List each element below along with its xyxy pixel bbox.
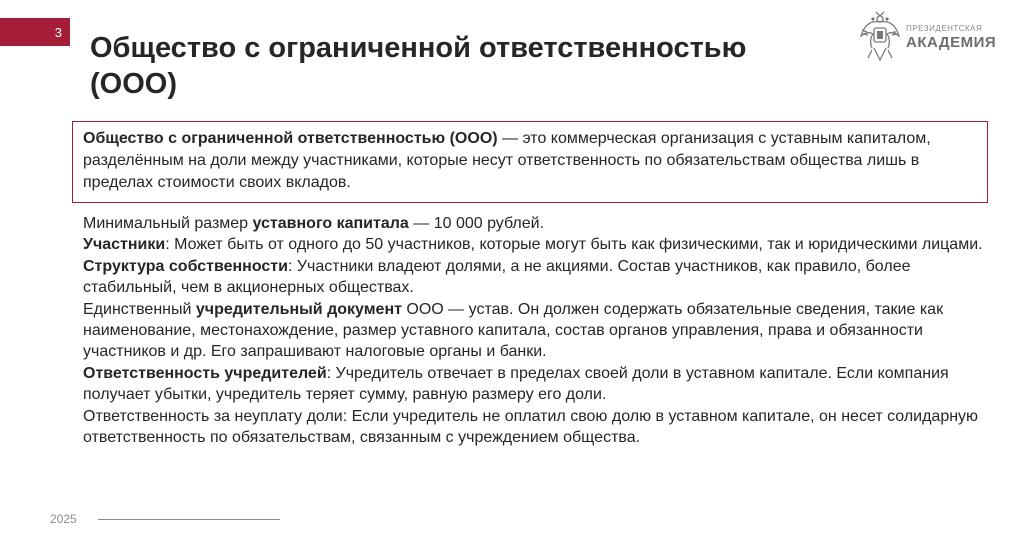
definition-box bbox=[72, 121, 988, 203]
item-text-bold: Структура собственности bbox=[83, 257, 288, 275]
slide-number: 3 bbox=[54, 24, 62, 40]
title-line-1: Общество с ограниченной ответственностью bbox=[90, 32, 747, 64]
page-title bbox=[90, 30, 830, 102]
list-item bbox=[83, 299, 993, 363]
list-item bbox=[83, 406, 993, 449]
item-text-post: : Учредитель отвечает в пределах своей доли в уставном капитале. Если компания получает убытки, учредитель теряет сумму, равную размеру его доли. bbox=[83, 364, 949, 404]
definition-text: — это коммерческая организация с уставным капиталом, разделённым на доли между участниками, которые несут ответственность по обязательствам общества лишь в пределах стоимости своих вкладов. bbox=[83, 130, 931, 191]
item-text-post: : Участники владеют долями, а не акциями. Состав участников, как правило, более стабильный, чем в акционерных обществах. bbox=[83, 257, 911, 297]
list-item bbox=[83, 234, 993, 255]
item-text-post: : Может быть от одного до 50 участников, которые могут быть как физическими, так и юридическими лицами. bbox=[165, 236, 983, 254]
item-text-bold: уставного капитала bbox=[252, 215, 409, 232]
body-text bbox=[83, 213, 993, 448]
title-line-2: (ООО) bbox=[90, 68, 177, 100]
definition-term: Общество с ограниченной ответственностью (ООО) bbox=[83, 130, 498, 147]
item-text-bold: Участники bbox=[83, 236, 166, 254]
list-item bbox=[83, 363, 993, 406]
footer-divider bbox=[98, 519, 280, 520]
footer-year: 2025 bbox=[50, 512, 77, 526]
item-text-post: ООО — устав. Он должен содержать обязательные сведения, такие как наименование, местонахождение, размер уставного капитала, состав органов управления, права и обязанности участников и др. Его запрашивают налоговые органы и банки. bbox=[83, 300, 944, 361]
list-item bbox=[83, 256, 993, 299]
logo-text-line2: АКАДЕМИЯ bbox=[906, 33, 997, 51]
logo-text-line1: ПРЕЗИДЕНТСКАЯ bbox=[906, 23, 983, 33]
item-text-bold: Ответственность учредителей bbox=[83, 364, 327, 382]
item-text-pre: Минимальный размер bbox=[83, 215, 253, 232]
item-text-post: — 10 000 рублей. bbox=[408, 215, 545, 232]
eagle-emblem-icon bbox=[858, 10, 902, 64]
slide-number-badge bbox=[0, 18, 70, 46]
item-text-pre: Единственный bbox=[83, 300, 196, 318]
item-text-pre: Ответственность за неуплату доли: Если учредитель не оплатил свою долю в уставном капитале, он несет солидарную ответственность по обязательствам, связанным с учреждением общества. bbox=[83, 407, 979, 447]
academy-logo bbox=[858, 8, 998, 66]
list-item bbox=[83, 213, 993, 234]
item-text-bold: учредительный документ bbox=[195, 300, 402, 318]
